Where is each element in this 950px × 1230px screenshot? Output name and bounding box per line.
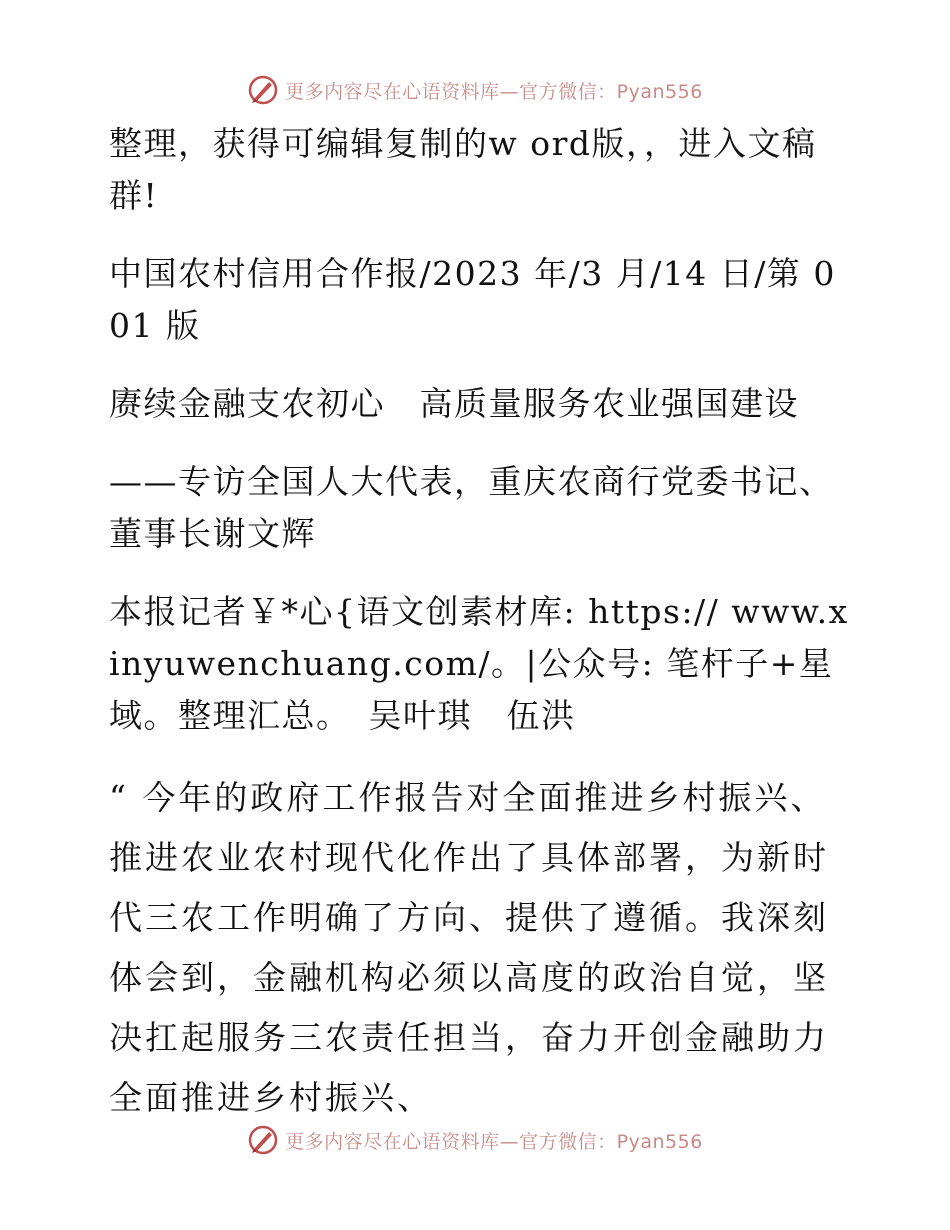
footer-watermark — [0, 1120, 950, 1160]
quill-pen-logo-icon — [247, 1124, 279, 1156]
article-title: 赓续金融支农初心 高质量服务农业强国建设 — [109, 384, 799, 423]
intro-paragraph: 整理，获得可编辑复制的w ord版，，进入文稿群! — [109, 124, 817, 215]
quill-pen-logo-icon — [247, 74, 279, 106]
document-body — [97, 118, 857, 1154]
watermark-text: 更多内容尽在心语资料库—官方微信：Pyan556 — [285, 1130, 703, 1153]
article-subtitle: ——专访全国人大代表，重庆农商行党委书记、董事长谢文辉 — [109, 462, 834, 553]
source-line: 中国农村信用合作报/2023 年/3 月/14 日/第 001 版 — [109, 254, 836, 345]
byline: 本报记者￥*心{语文创素材库: https:// www.xinyuwenchuang.com/。|公众号: 笔杆子+星域。整理汇总。 吴叶琪 伍洪 — [109, 592, 849, 735]
watermark-text: 更多内容尽在心语资料库—官方微信：Pyan556 — [285, 80, 703, 103]
body-paragraph: “ 今年的政府工作报告对全面推进乡村振兴、推进农业农村现代化作出了具体部署，为新时代三农工作明确了方向、提供了遵循。我深刻体会到，金融机构必须以高度的政治自觉，坚决扛起服务三农责任担当，奋力开创金融助力全面推进乡村振兴、 — [109, 778, 829, 1117]
header-watermark — [0, 70, 950, 110]
